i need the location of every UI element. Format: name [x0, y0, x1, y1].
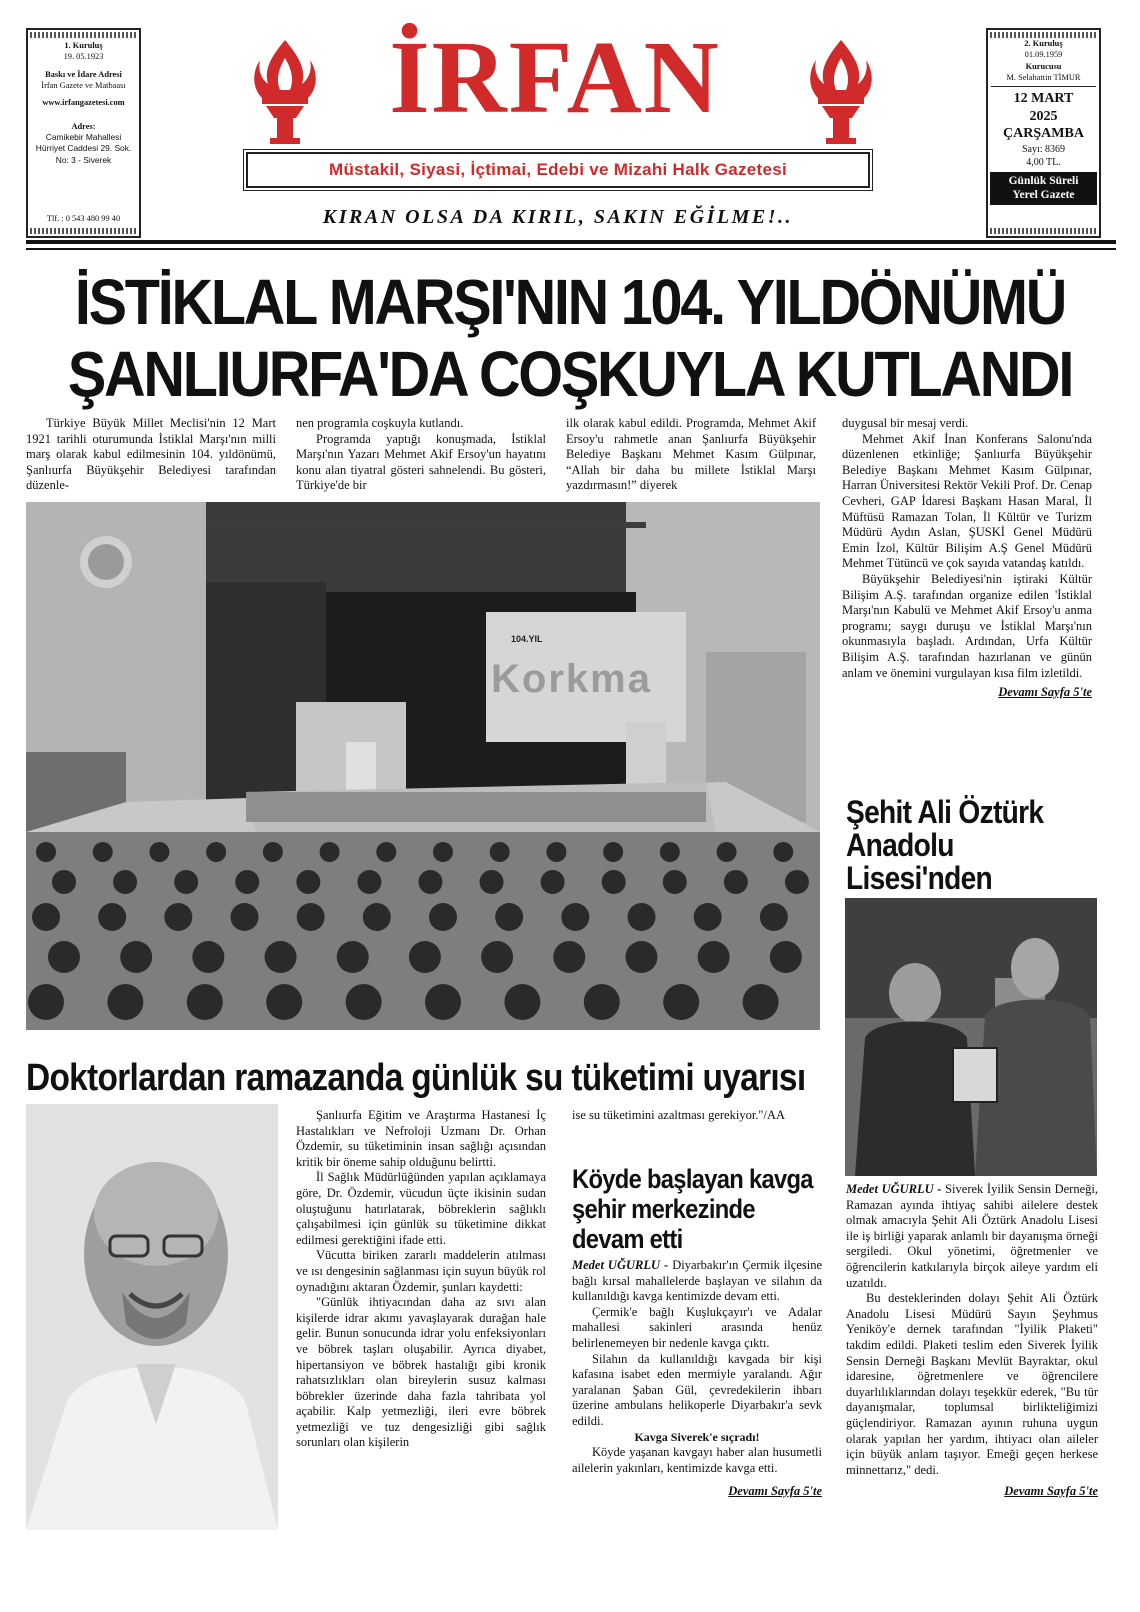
audience-head [602, 870, 626, 894]
audience-head [409, 941, 441, 973]
audience-head [107, 984, 143, 1020]
main-story-column-4 [842, 416, 1092, 701]
audience-head [481, 941, 513, 973]
second-founded-date: 01.09.1959 [1024, 50, 1063, 60]
audience-head [149, 842, 169, 862]
newspaper-subtitle: Müstakil, Siyasi, İçtimai, Edebi ve Mizahi Halk Gazetesi [246, 152, 870, 188]
audience-head [297, 903, 325, 931]
audience-head [263, 842, 283, 862]
office-name: İrfan Gazete ve Matbaası [41, 81, 126, 91]
website-link[interactable]: www.irfangazetesi.com [42, 98, 125, 108]
masthead-divider-thin [26, 248, 1116, 250]
decorative-border [30, 228, 137, 234]
audience-head [724, 870, 748, 894]
doctor-story-column-2 [572, 1108, 822, 1124]
school-story-paragraph: Bu desteklerinden dolayı Şehit Ali Öztürk Anadolu Lisesi Müdürü Sayın Şeyhmus Yeniköy'e dernek tarafından "İyilik Plaketi" takdim edildi. Plaketi teslim eden Siverek İyilik Sensin Derneği Başkanı Mevlüt Bayraktar, okul idaresine, öğretmenlere ve öğrencilere duyarlılıklarından dolayı teşekkür ederek, "Bu tür dayanışmalar, toplumsal birlikteliğimizi güçlendiriyor. Ramazan ayının ruhuna uygun olarak yapılan her yardım, ihtiyacı olan aileler için büyük anlam taşıyor. Emeği geçen herkese minnettarız," dedi. [846, 1291, 1098, 1477]
newspaper-motto: KIRAN OLSA DA KIRIL, SAKIN EĞİLME!.. [322, 206, 794, 228]
audience-head [660, 842, 680, 862]
masthead-left-info-box [26, 28, 141, 238]
doctor-story-headline[interactable]: Doktorlardan ramazanda günlük su tüketimi uyarısı [26, 1057, 806, 1099]
main-story-paragraph: Büyükşehir Belediyesi'nin iştiraki Kültür Bilişim A.Ş. tarafından organize edilen 'İstiklal Marşı'nın Kabulü ve Mehmet Akif Ersoy'u anma programı; saygı duruşu ve İstiklal Marşı'nın okunmasıyla başladı. Ardından, Urfa Kültür Bilişim A.Ş. tarafından hazırlanan ve günün anlam ve önemini vurgulayan kısa film izletildi. [842, 571, 1092, 680]
school-headline-line1: Şehit Ali Öztürk [846, 794, 1044, 830]
phone-number: Tlf. : 0 543 480 99 40 [46, 213, 121, 223]
audience-head [770, 941, 802, 973]
audience-head [584, 984, 620, 1020]
audience-head [663, 984, 699, 1020]
audience-head [490, 842, 510, 862]
audience-head [743, 984, 779, 1020]
audience-head [773, 842, 793, 862]
audience-head [52, 870, 76, 894]
audience-head [785, 870, 809, 894]
torch-emblem-right-icon [806, 36, 876, 146]
decorative-border [30, 32, 137, 38]
main-story-paragraph: Programda yaptığı konuşmada, İstiklal Marşı'nın Yazarı Mehmet Akif Ersoy'un hayatını konu alan tiyatral gösteri sahnelendi. Bu gösteri, Türkiye'de bir [296, 431, 546, 493]
audience-head [363, 903, 391, 931]
audience-head [603, 842, 623, 862]
audience-head [28, 984, 64, 1020]
school-headline-line2: Anadolu Lisesi'nden [846, 827, 993, 896]
main-story-column-1 [26, 416, 276, 494]
school-story-byline: Medet UĞURLU - [846, 1182, 942, 1196]
issue-date-day: 12 MART [1013, 91, 1074, 107]
audience-head [553, 941, 585, 973]
audience-head [694, 903, 722, 931]
main-story-paragraph: nen programla coşkuyla kutlandı. [296, 416, 464, 430]
publication-type-badge [990, 172, 1097, 205]
publication-type-line2: Yerel Gazete [1012, 189, 1075, 202]
audience-head [187, 984, 223, 1020]
audience-head [541, 870, 565, 894]
school-story-paragraph: Siverek İyilik Sensin Derneği, Ramazan ayında ihtiyaç sahibi ailelere destek olmak amacıyla Şehit Ali Öztürk Anadolu Lisesi ile iş birliği yaparak anlamlı bir dayanışma örneği sergiledi. Okul yönetimi, öğretmenler ve öğrencilerin katkılarıyla birçok aileye yardım eli uzatıldı. [846, 1182, 1098, 1290]
audience-head [265, 941, 297, 973]
fight-story-paragraph: Çermik'e bağlı Kuşlukçayır'ı ve Adalar mahallesi sakinleri arasında henüz belirlenemeyen bir nedenle kavga çıktı. [572, 1304, 822, 1350]
fight-story-paragraph: Köyde yaşanan kavgayı haber alan husumetli ailelerin yakınları, kentimizde kavga etti. [572, 1445, 822, 1475]
address-line3: No: 3 - Siverek [55, 154, 112, 165]
audience-head [235, 870, 259, 894]
audience-head [376, 842, 396, 862]
doctor-story-paragraph: ise su tüketimini azaltması gerekiyor."/AA [572, 1108, 786, 1122]
audience-head [495, 903, 523, 931]
audience-head [546, 842, 566, 862]
fight-story-continued-link[interactable]: Devamı Sayfa 5'te [728, 1484, 822, 1499]
issue-date-year: 2025 [1029, 108, 1058, 124]
doctor-story-paragraph: Şanlıurfa Eğitim ve Araştırma Hastanesi İç Hastalıkları ve Nefroloji Uzmanı Dr. Orhan Özdemir, su tüketiminin insan sağlığı açısından kritik bir öneme sahip olduğunu belirtti. [296, 1108, 546, 1169]
masthead-divider [26, 240, 1116, 244]
audience-head [120, 941, 152, 973]
audience-head [337, 941, 369, 973]
audience-head [717, 842, 737, 862]
audience-head [418, 870, 442, 894]
doctor-portrait-photo[interactable] [26, 1104, 278, 1530]
fight-story-subhead: Kavga Siverek'e sıçradı! [634, 1429, 760, 1444]
audience-head [174, 870, 198, 894]
fight-story-body [572, 1258, 822, 1500]
address-line1: Camikebir Mahallesi [45, 132, 122, 143]
founded-label: 1. Kuruluş [64, 41, 103, 50]
audience-head [698, 941, 730, 973]
audience-head [48, 941, 80, 973]
audience-head [93, 842, 113, 862]
fight-story-byline: Medet UĞURLU - [572, 1258, 669, 1272]
doctor-story-column-1 [296, 1108, 546, 1451]
address-line2: Hürriyet Caddesi 29. Sok. [35, 143, 132, 154]
audience-head [32, 903, 60, 931]
audience-head [504, 984, 540, 1020]
school-story-body [846, 1182, 1098, 1500]
audience-head [480, 870, 504, 894]
founder-label: Kurucusu [1025, 61, 1062, 71]
founder-name: M. Selahattin TİMUR [1006, 73, 1081, 83]
second-founded-label: 2. Kuruluş [1024, 39, 1063, 48]
audience-head [429, 903, 457, 931]
audience-head [357, 870, 381, 894]
decorative-border [990, 32, 1097, 38]
decorative-border [990, 228, 1097, 234]
audience-head [266, 984, 302, 1020]
main-story-continued-link[interactable]: Devamı Sayfa 5'te [998, 685, 1092, 700]
audience-head [663, 870, 687, 894]
audience-head [320, 842, 340, 862]
main-story-paragraph: Mehmet Akif İnan Konferans Salonu'nda düzenlenen etkinliğe; Şanlıurfa Büyükşehir Belediye Başkanı Mehmet Kasım Gülpınar, Harran Üniversitesi Rektör Vekili Prof. Dr. Cenap Cevheri, GAP İdaresi Başkanı Hasan Maral, İl Müftüsü Ramazan Tolan, İl Kültür ve Turizm Müdürü Aydın Aslan, ŞUSKİ Genel Müdürü Emin İzol, Kültür Bilişim A.Ş Genel Müdürü Mehmet Tütüncü ve çok sayıda vatandaş katıldı. [842, 431, 1092, 571]
issue-date-weekday: ÇARŞAMBA [1003, 126, 1084, 142]
audience-head [113, 870, 137, 894]
doctor-story-paragraph: İl Sağlık Müdürlüğünden yapılan açıklamaya göre, Dr. Özdemir, vücudun üçte ikisinin sudan oluştuğunu hatırlatarak, böbreklerin sağlıklı çalışabilmesi için günlük su tüketimine dikkat edilmesi gerektiğini ifade etti. [296, 1170, 546, 1247]
audience-head [192, 941, 224, 973]
audience-head [561, 903, 589, 931]
audience-head [433, 842, 453, 862]
fight-story-paragraph: Diyarbakır'ın Çermik ilçesine bağlı kırsal mahallelerde başlayan ve silahın da kullanıldığı kavga kentimizde devam etti. [572, 1258, 823, 1304]
audience-head [98, 903, 126, 931]
doctor-story-paragraph: "Günlük ihtiyacından daha az sıvı alan kişilerde idrar akımı yavaşlayarak durağan hale gelir. Bunun sonucunda idrar yolu enfeksiyonları ve böbrek taşları oluşabilir. Ayrıca diyabet, hipertansiyon ve böbrek hastalığı gibi kronik rahatsızlıkları olan bireylerin susuz kalması böbrekler üzerinde daha fazla tahribata yol açabilir. Kalp yetmezliği, ileri evre böbrek yetmezliği ve tuz dengesizliği gibi sağlık sorunları olan kişilerin [296, 1295, 546, 1450]
main-story-column-2 [296, 416, 546, 494]
main-story-paragraph: Türkiye Büyük Millet Meclisi'nin 12 Mart 1921 tarihli oturumunda İstiklal Marşı'nın milli marş olarak kabul edilmesinin 104. yıldönümü, Şanlıurfa Büyükşehir Belediyesi tarafından düzenle- [26, 416, 276, 493]
screen-korkma-text: Korkma [491, 657, 652, 701]
audience-head [296, 870, 320, 894]
audience-head [625, 941, 657, 973]
issue-number: Sayı: 8369 [1021, 143, 1066, 155]
founded-date: 19. 05.1923 [63, 52, 104, 62]
main-story-column-3 [566, 416, 816, 494]
fight-story-headline[interactable]: Köyde başlayan kavga şehir merkezinde devam etti [572, 1164, 813, 1254]
main-headline-line1: İSTİKLAL MARŞI'NIN 104. YILDÖNÜMÜ [74, 266, 1066, 338]
masthead-right-info-box [986, 28, 1101, 238]
main-story-paragraph: duygusal bir mesaj verdi. [842, 416, 969, 430]
publication-type-line1: Günlük Süreli [1008, 174, 1079, 187]
audience-head [760, 903, 788, 931]
audience-head [164, 903, 192, 931]
audience-head [206, 842, 226, 862]
main-headline[interactable] [57, 266, 1083, 410]
audience-head [628, 903, 656, 931]
main-story-paragraph: ilk olarak kabul edildi. Programda, Mehmet Akif Ersoy'u rahmetle anan Şanlıurfa Büyükşehir Belediye Başkanı Mehmet Kasım Gülpınar, “Allah bir daha bu millete İstiklal Marşı yazdırmasın!” diyerek [566, 416, 816, 493]
address-label: Adres: [71, 121, 96, 131]
screen-year-text: 104.YIL [511, 634, 543, 644]
fight-story-paragraph: Silahın da kullanıldığı kavgada bir kişi kafasına isabet eden mermiyle yaralandı. Ağır yaralanan Şaban Gül, çevredekilerin ihbarı üzerine ambulans helikoperle Diyarbakır'a sevk edildi. [572, 1351, 822, 1428]
audience-head [425, 984, 461, 1020]
newspaper-logo-title: İRFAN [389, 20, 721, 135]
school-story-photo[interactable] [845, 898, 1097, 1176]
torch-emblem-left-icon [250, 36, 320, 146]
issue-price: 4,00 TL. [1026, 157, 1061, 169]
audience-head [231, 903, 259, 931]
office-label: Baskı ve İdare Adresi [45, 69, 122, 79]
main-headline-line2: ŞANLIURFA'DA COŞKUYLA KUTLANDI [67, 338, 1073, 410]
main-story-photo[interactable] [26, 502, 820, 1030]
doctor-story-paragraph: Vücutta biriken zararlı maddelerin atılması ve ısı dengesinin sağlanması için suyun büyük rol oynadığını aktaran Özdemir, şunları kaydetti: [296, 1248, 546, 1294]
audience-head [36, 842, 56, 862]
audience-head [346, 984, 382, 1020]
school-story-continued-link[interactable]: Devamı Sayfa 5'te [1004, 1484, 1098, 1499]
